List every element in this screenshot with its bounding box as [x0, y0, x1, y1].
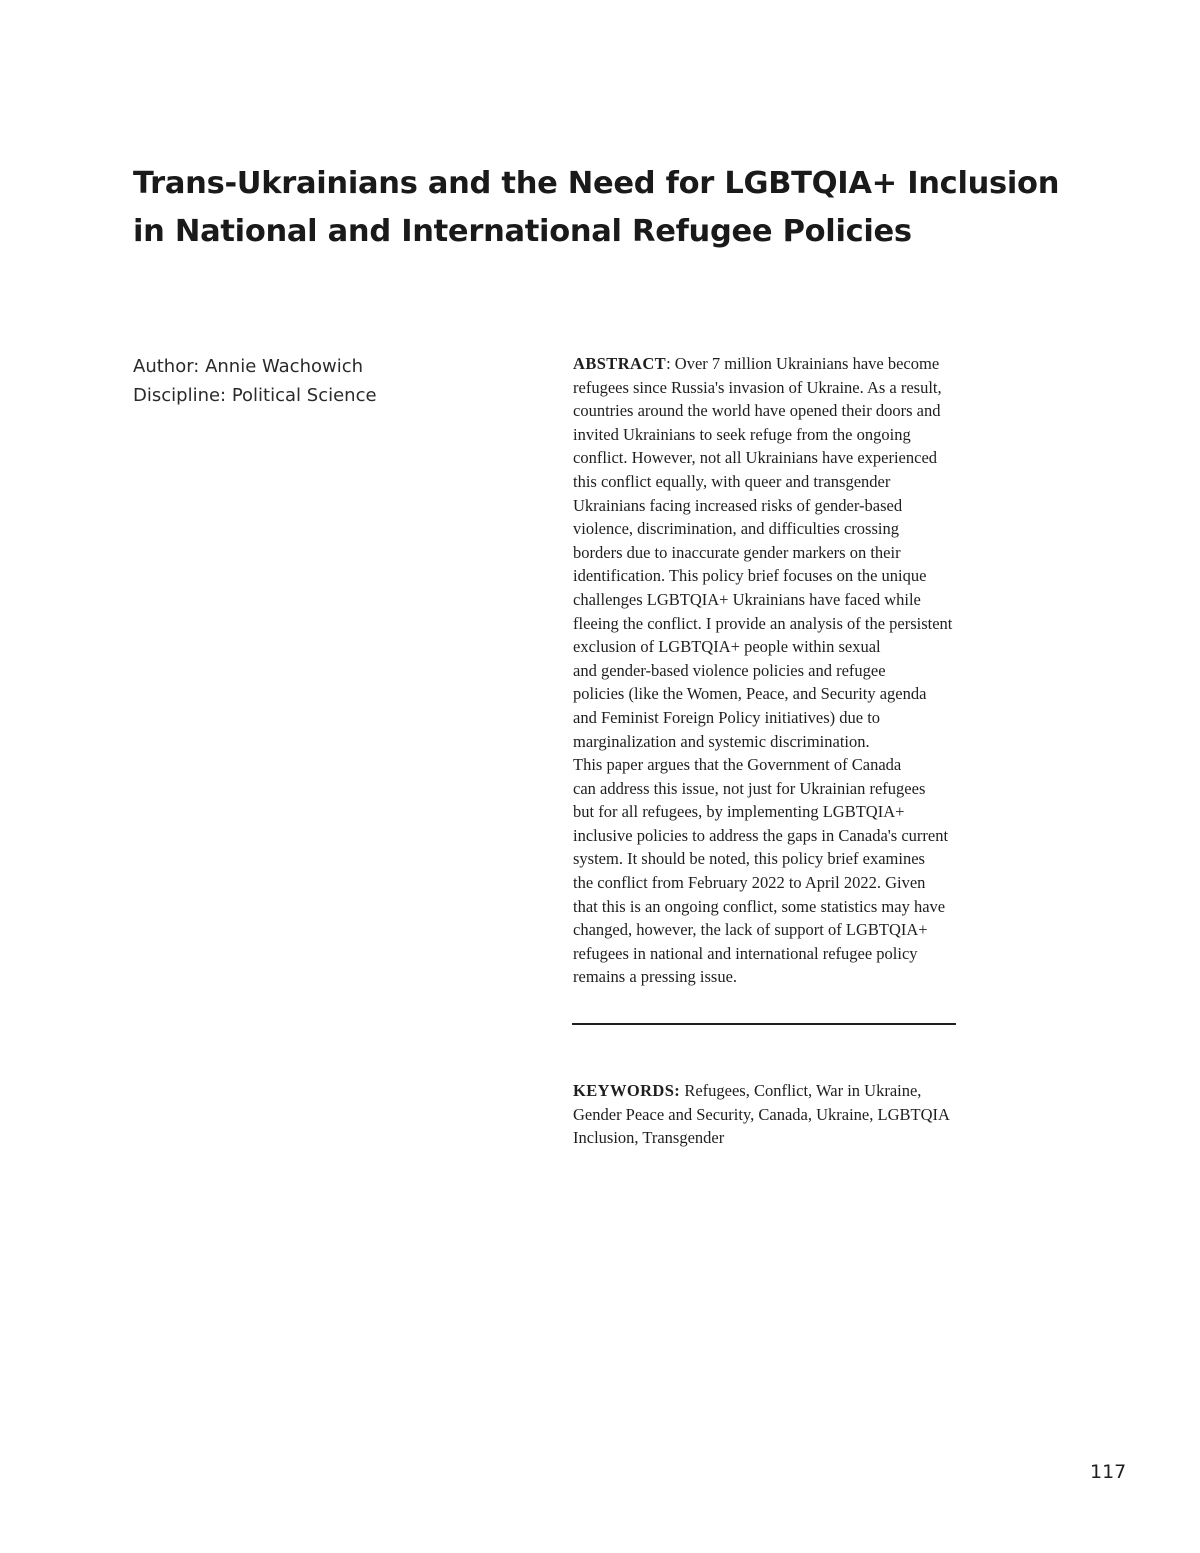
- abstract-line: violence, discrimination, and difficulties crossing: [573, 519, 899, 539]
- author-info: [133, 352, 377, 410]
- abstract-line: Ukrainians facing increased risks of gender-based: [573, 495, 903, 515]
- abstract-line: can address this issue, not just for Ukrainian refugees: [573, 778, 926, 798]
- abstract: [573, 352, 1013, 989]
- abstract-line: changed, however, the lack of support of LGBTQIA+: [573, 920, 928, 940]
- keywords-line-text: Refugees, Conflict, War in Ukraine,: [680, 1081, 922, 1100]
- author-name: Author: Annie Wachowich: [133, 356, 364, 377]
- abstract-line: remains a pressing issue.: [573, 967, 738, 987]
- abstract-line: conflict. However, not all Ukrainians have experienced: [573, 448, 938, 468]
- abstract-line: refugees in national and international refugee policy: [573, 943, 918, 963]
- abstract-line: identification. This policy brief focuses on the unique: [573, 566, 927, 586]
- keywords: [573, 1079, 1023, 1150]
- abstract-line: borders due to inaccurate gender markers on their: [573, 542, 901, 562]
- abstract-line: countries around the world have opened their doors and: [573, 401, 941, 421]
- abstract-line: system. It should be noted, this policy brief examines: [573, 849, 925, 869]
- paper-title-line-1: Trans-Ukrainians and the Need for LGBTQIA+ Inclusion: [133, 166, 1060, 201]
- page-number: 117: [1090, 1461, 1127, 1483]
- abstract-line: policies (like the Women, Peace, and Security agenda: [573, 684, 927, 704]
- abstract-line: inclusive policies to address the gaps in Canada's current: [573, 825, 949, 845]
- abstract-line: refugees since Russia's invasion of Ukraine. As a result,: [573, 377, 942, 397]
- paper-title-line-2: in National and International Refugee Policies: [133, 214, 912, 249]
- abstract-line: exclusion of LGBTQIA+ people within sexual: [573, 637, 881, 657]
- keywords-line: Inclusion, Transgender: [573, 1128, 725, 1148]
- keywords-label: KEYWORDS:: [573, 1081, 681, 1100]
- abstract-line: the conflict from February 2022 to April 2022. Given: [573, 873, 926, 893]
- abstract-line: challenges LGBTQIA+ Ukrainians have faced while: [573, 589, 921, 609]
- abstract-line: fleeing the conflict. I provide an analysis of the persistent: [573, 613, 953, 633]
- abstract-line: This paper argues that the Government of Canada: [573, 755, 902, 775]
- section-divider: [572, 1023, 956, 1025]
- abstract-line: this conflict equally, with queer and transgender: [573, 471, 891, 491]
- abstract-line: marginalization and systemic discrimination.: [573, 731, 870, 751]
- abstract-line: [573, 352, 1013, 376]
- abstract-label: ABSTRACT: [573, 354, 667, 373]
- abstract-line: that this is an ongoing conflict, some statistics may have: [573, 896, 946, 916]
- abstract-line: but for all refugees, by implementing LGBTQIA+: [573, 802, 905, 822]
- keywords-line: Gender Peace and Security, Canada, Ukraine, LGBTQIA: [573, 1104, 950, 1124]
- abstract-line: and Feminist Foreign Policy initiatives) due to: [573, 707, 881, 727]
- abstract-line: invited Ukrainians to seek refuge from the ongoing: [573, 424, 911, 444]
- keywords-line: [573, 1079, 1023, 1103]
- abstract-line: and gender-based violence policies and refugee: [573, 660, 886, 680]
- author-discipline: Discipline: Political Science: [133, 385, 377, 406]
- abstract-line-text: : Over 7 million Ukrainians have become: [666, 354, 940, 373]
- paper-title: [133, 160, 1123, 256]
